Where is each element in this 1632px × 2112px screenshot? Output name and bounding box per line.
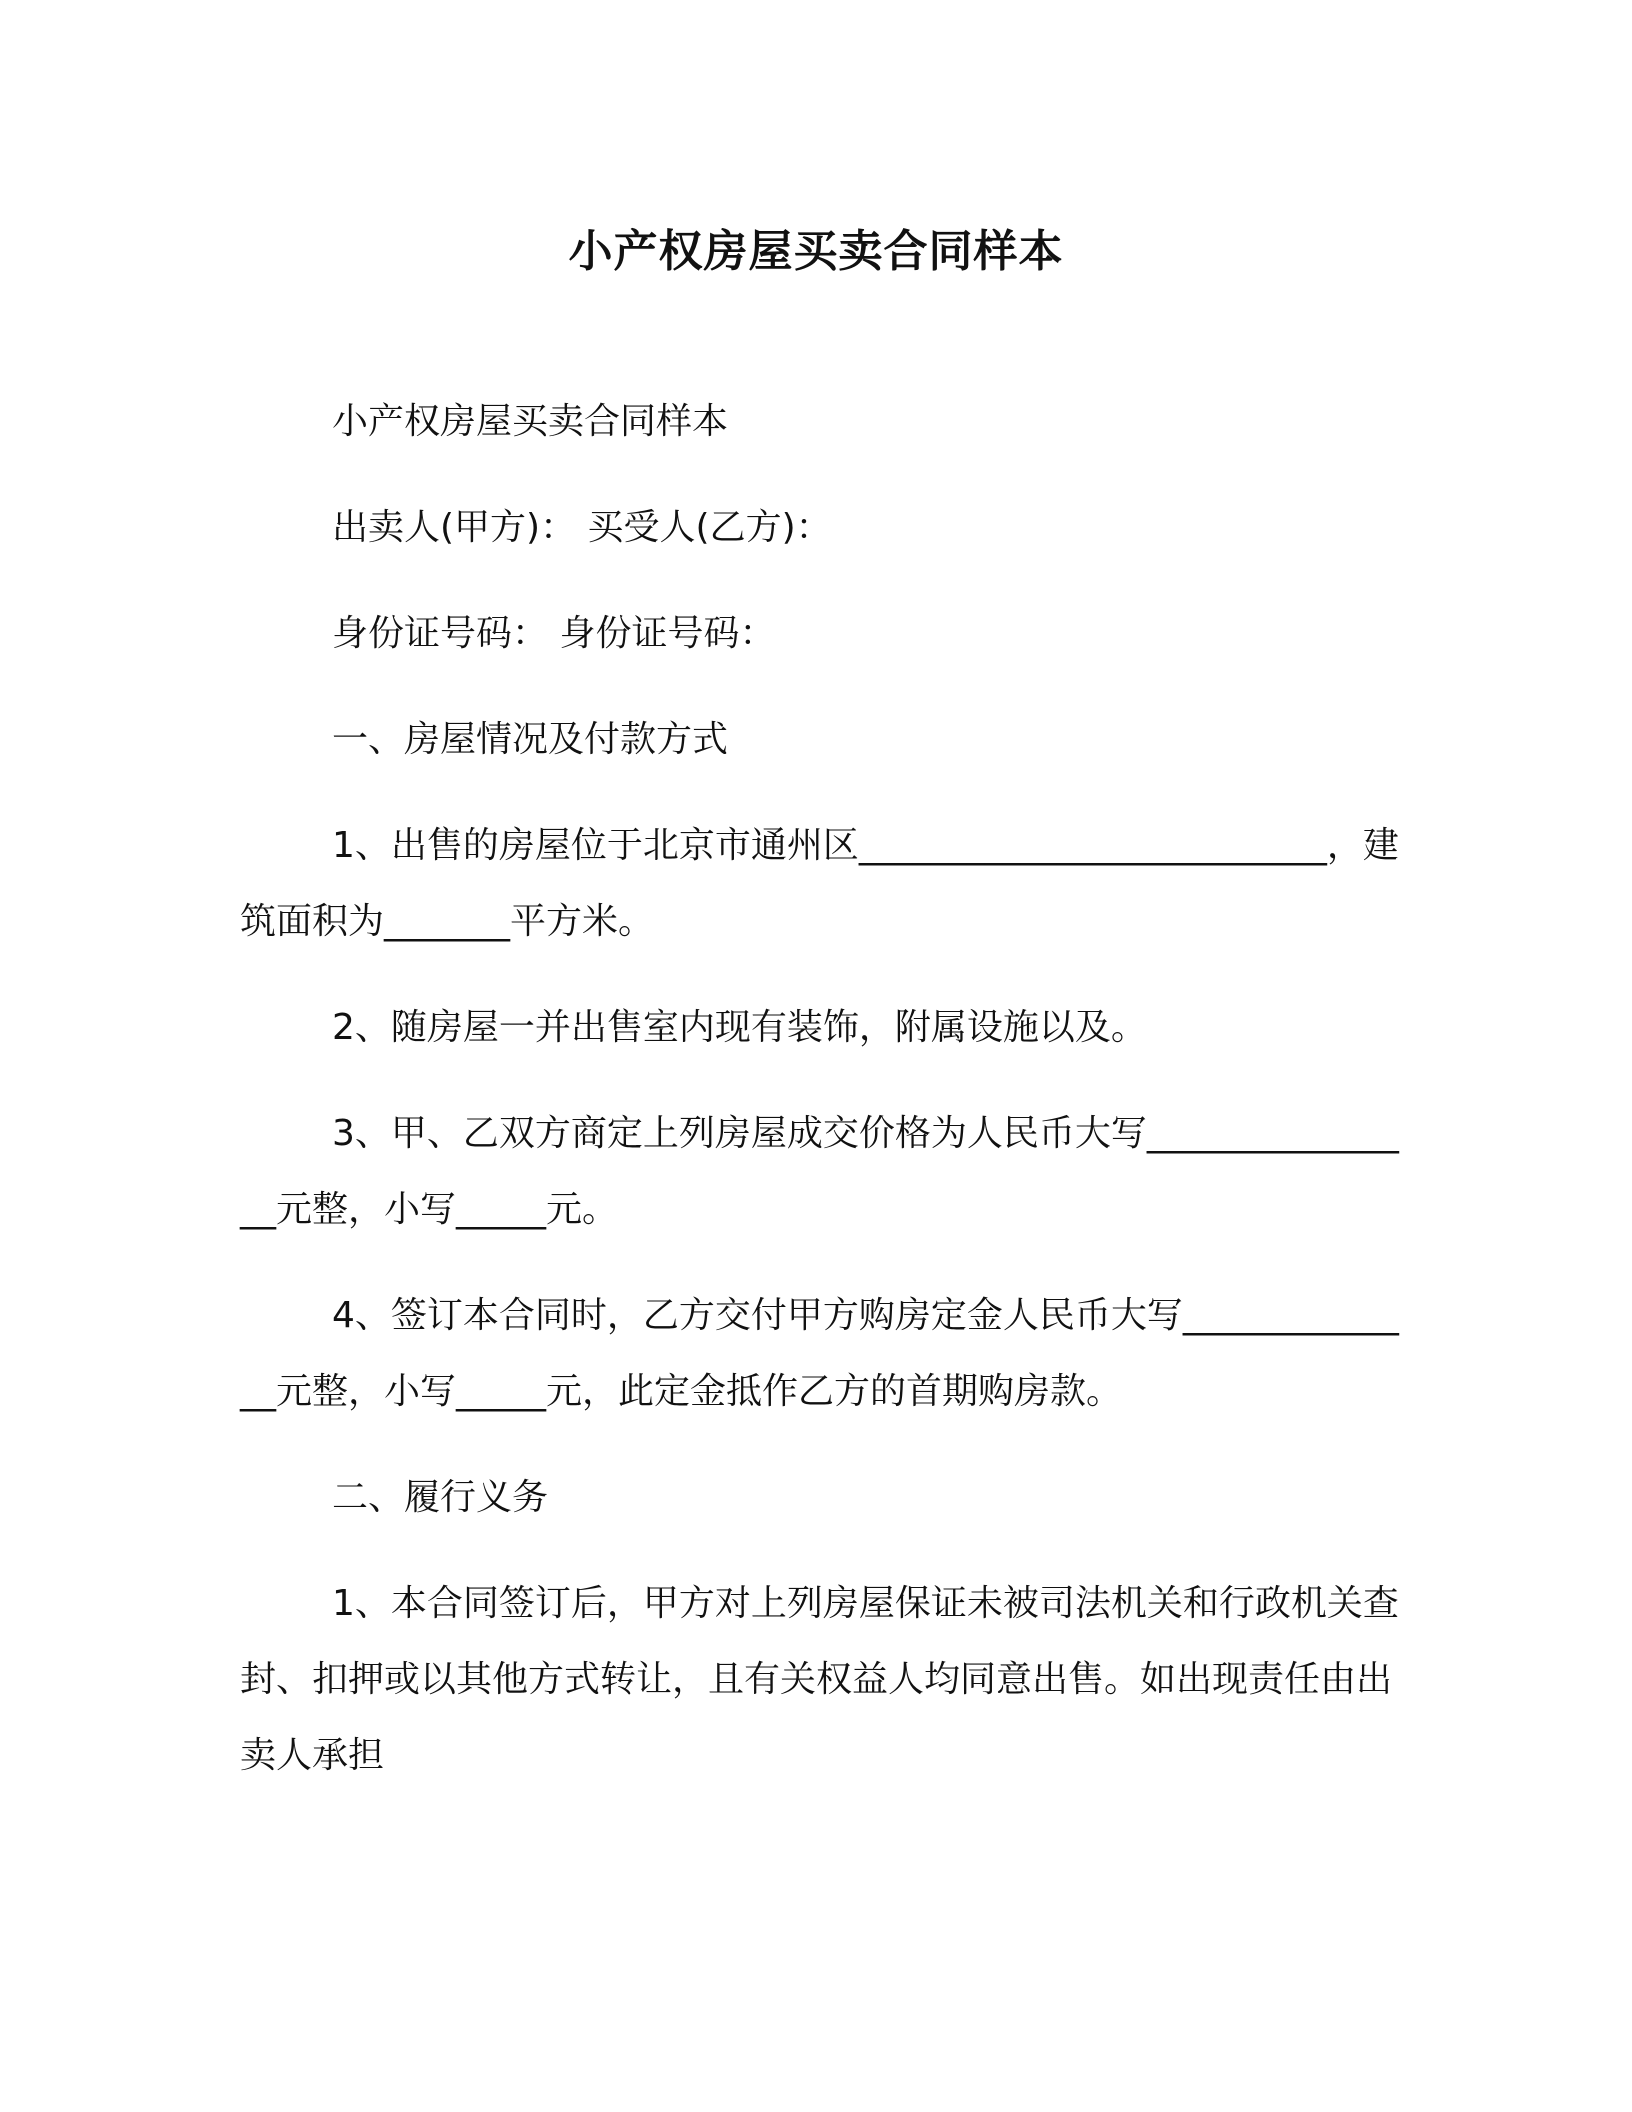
- section-heading-property: 一、房屋情况及付款方式: [332, 719, 729, 760]
- document-title: 小产权房屋买卖合同样本: [568, 226, 1064, 277]
- clause-2-fixtures: 2、随房屋一并出售室内现有装饰，附属设施以及。: [332, 1007, 1147, 1048]
- section-heading-obligations: 二、履行义务: [332, 1477, 549, 1518]
- clause-3-price: 3、甲、乙双方商定上列房屋成交价格为人民币大写________________元整，小写_____元。: [240, 1113, 1399, 1230]
- clause-4-deposit: 4、签订本合同时，乙方交付甲方购房定金人民币大写______________元整，小写_____元，此定金抵作乙方的首期购房款。: [240, 1295, 1399, 1412]
- clause-1-location: 1、出售的房屋位于北京市通州区__________________________，建筑面积为_______平方米。: [240, 825, 1399, 942]
- paragraph-id-numbers: 身份证号码： 身份证号码：: [332, 613, 776, 654]
- document-body: [240, 384, 1400, 1794]
- obligation-clause-1: 1、本合同签订后，甲方对上列房屋保证未被司法机关和行政机关查封、扣押或以其他方式转让，且有关权益人均同意出售。如出现责任由出卖人承担: [240, 1583, 1399, 1776]
- paragraph-parties: 出卖人(甲方)： 买受人(乙方)：: [332, 507, 832, 548]
- paragraph-heading: 小产权房屋买卖合同样本: [332, 401, 729, 442]
